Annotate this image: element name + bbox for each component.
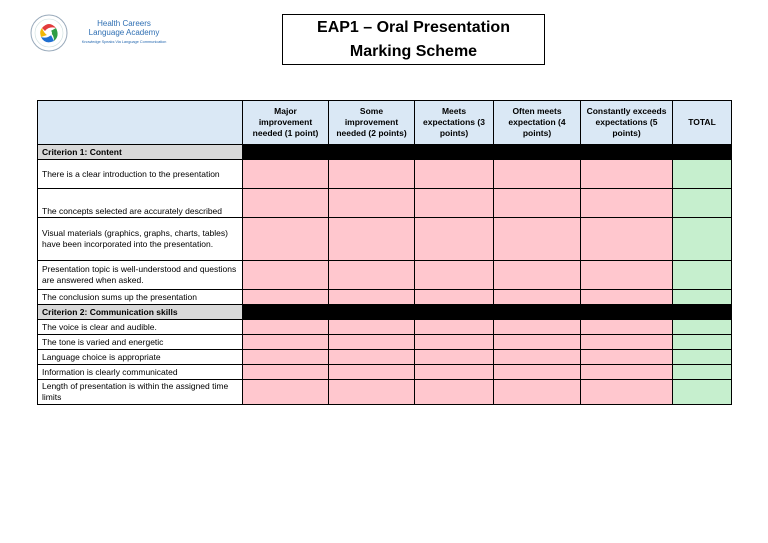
criterion-row-content xyxy=(38,145,732,160)
logo-text xyxy=(74,19,174,46)
score-cell[interactable] xyxy=(329,320,415,335)
total-cell[interactable] xyxy=(673,350,732,365)
table-row xyxy=(38,160,732,189)
score-cell[interactable] xyxy=(415,380,494,405)
score-cell[interactable] xyxy=(415,320,494,335)
header-criterion xyxy=(38,101,243,145)
score-cell[interactable] xyxy=(415,350,494,365)
score-cell[interactable] xyxy=(494,261,581,290)
criterion-bar xyxy=(673,145,732,160)
score-cell[interactable] xyxy=(581,380,673,405)
total-cell[interactable] xyxy=(673,218,732,261)
score-cell[interactable] xyxy=(329,189,415,218)
total-cell[interactable] xyxy=(673,160,732,189)
logo-line-1: Health Careers xyxy=(97,19,151,28)
criterion-item: The tone is varied and energetic xyxy=(38,335,243,350)
criterion-item: Presentation topic is well-understood and questions are answered when asked. xyxy=(38,261,243,290)
total-cell[interactable] xyxy=(673,320,732,335)
score-cell[interactable] xyxy=(494,160,581,189)
table-row xyxy=(38,218,732,261)
criterion-item: The concepts selected are accurately described xyxy=(38,189,243,218)
criterion-bar xyxy=(329,305,673,320)
score-cell[interactable] xyxy=(581,160,673,189)
criterion-label: Criterion 1: Content xyxy=(38,145,243,160)
criterion-item: Information is clearly communicated xyxy=(38,365,243,380)
table-row xyxy=(38,335,732,350)
total-cell[interactable] xyxy=(673,189,732,218)
score-cell[interactable] xyxy=(329,160,415,189)
criterion-bar xyxy=(243,305,329,320)
score-cell[interactable] xyxy=(581,218,673,261)
header-score-4: Often meets expectation (4 points) xyxy=(494,101,581,145)
marking-scheme-table xyxy=(37,100,732,405)
score-cell[interactable] xyxy=(415,160,494,189)
criterion-bar xyxy=(329,145,673,160)
score-cell[interactable] xyxy=(415,261,494,290)
total-cell[interactable] xyxy=(673,290,732,305)
score-cell[interactable] xyxy=(494,335,581,350)
table-row xyxy=(38,189,732,218)
score-cell[interactable] xyxy=(415,218,494,261)
header-score-1: Major improvement needed (1 point) xyxy=(243,101,329,145)
logo-line-2: Language Academy xyxy=(88,28,160,37)
table-row xyxy=(38,290,732,305)
score-cell[interactable] xyxy=(243,350,329,365)
score-cell[interactable] xyxy=(581,290,673,305)
score-cell[interactable] xyxy=(329,290,415,305)
criterion-item: Language choice is appropriate xyxy=(38,350,243,365)
table-row xyxy=(38,350,732,365)
score-cell[interactable] xyxy=(243,218,329,261)
total-cell[interactable] xyxy=(673,261,732,290)
score-cell[interactable] xyxy=(581,335,673,350)
table-row xyxy=(38,261,732,290)
table-row xyxy=(38,365,732,380)
score-cell[interactable] xyxy=(243,320,329,335)
score-cell[interactable] xyxy=(494,290,581,305)
criterion-label: Criterion 2: Communication skills xyxy=(38,305,243,320)
score-cell[interactable] xyxy=(494,189,581,218)
score-cell[interactable] xyxy=(494,320,581,335)
total-cell[interactable] xyxy=(673,380,732,405)
header-score-5: Constantly exceeds expectations (5 points) xyxy=(581,101,673,145)
score-cell[interactable] xyxy=(329,350,415,365)
document-title xyxy=(282,14,545,65)
logo-tagline: Knowledge Speaks Via Language Communication xyxy=(81,39,167,44)
score-cell[interactable] xyxy=(415,290,494,305)
score-cell[interactable] xyxy=(243,189,329,218)
score-cell[interactable] xyxy=(243,261,329,290)
score-cell[interactable] xyxy=(243,160,329,189)
total-cell[interactable] xyxy=(673,335,732,350)
score-cell[interactable] xyxy=(494,365,581,380)
score-cell[interactable] xyxy=(329,335,415,350)
score-cell[interactable] xyxy=(494,350,581,365)
title-line-2: Marking Scheme xyxy=(349,43,478,60)
header-score-2: Some improvement needed (2 points) xyxy=(329,101,415,145)
criterion-item: The voice is clear and audible. xyxy=(38,320,243,335)
header-score-3: Meets expectations (3 points) xyxy=(415,101,494,145)
criterion-item: Visual materials (graphics, graphs, charts, tables) have been incorporated into the presentation. xyxy=(38,218,243,261)
score-cell[interactable] xyxy=(581,261,673,290)
table-row xyxy=(38,320,732,335)
header-total: TOTAL xyxy=(673,101,732,145)
criterion-item: The conclusion sums up the presentation xyxy=(38,290,243,305)
score-cell[interactable] xyxy=(494,380,581,405)
title-line-1: EAP1 – Oral Presentation xyxy=(317,19,510,36)
academy-logo xyxy=(28,14,167,54)
criterion-item: There is a clear introduction to the presentation xyxy=(38,160,243,189)
score-cell[interactable] xyxy=(243,380,329,405)
header-row xyxy=(38,101,732,145)
score-cell[interactable] xyxy=(329,261,415,290)
score-cell[interactable] xyxy=(415,335,494,350)
criterion-item: Length of presentation is within the assigned time limits xyxy=(38,380,243,405)
score-cell[interactable] xyxy=(329,380,415,405)
score-cell[interactable] xyxy=(415,365,494,380)
score-cell[interactable] xyxy=(329,365,415,380)
criterion-row-communication xyxy=(38,305,732,320)
score-cell[interactable] xyxy=(415,189,494,218)
table-row xyxy=(38,380,732,405)
score-cell[interactable] xyxy=(581,350,673,365)
score-cell[interactable] xyxy=(329,218,415,261)
logo-emblem-icon xyxy=(30,14,68,52)
criterion-bar xyxy=(673,305,732,320)
score-cell[interactable] xyxy=(581,365,673,380)
score-cell[interactable] xyxy=(243,335,329,350)
criterion-bar xyxy=(243,145,329,160)
score-cell[interactable] xyxy=(581,320,673,335)
score-cell[interactable] xyxy=(581,189,673,218)
score-cell[interactable] xyxy=(494,218,581,261)
total-cell[interactable] xyxy=(673,365,732,380)
score-cell[interactable] xyxy=(243,365,329,380)
score-cell[interactable] xyxy=(243,290,329,305)
